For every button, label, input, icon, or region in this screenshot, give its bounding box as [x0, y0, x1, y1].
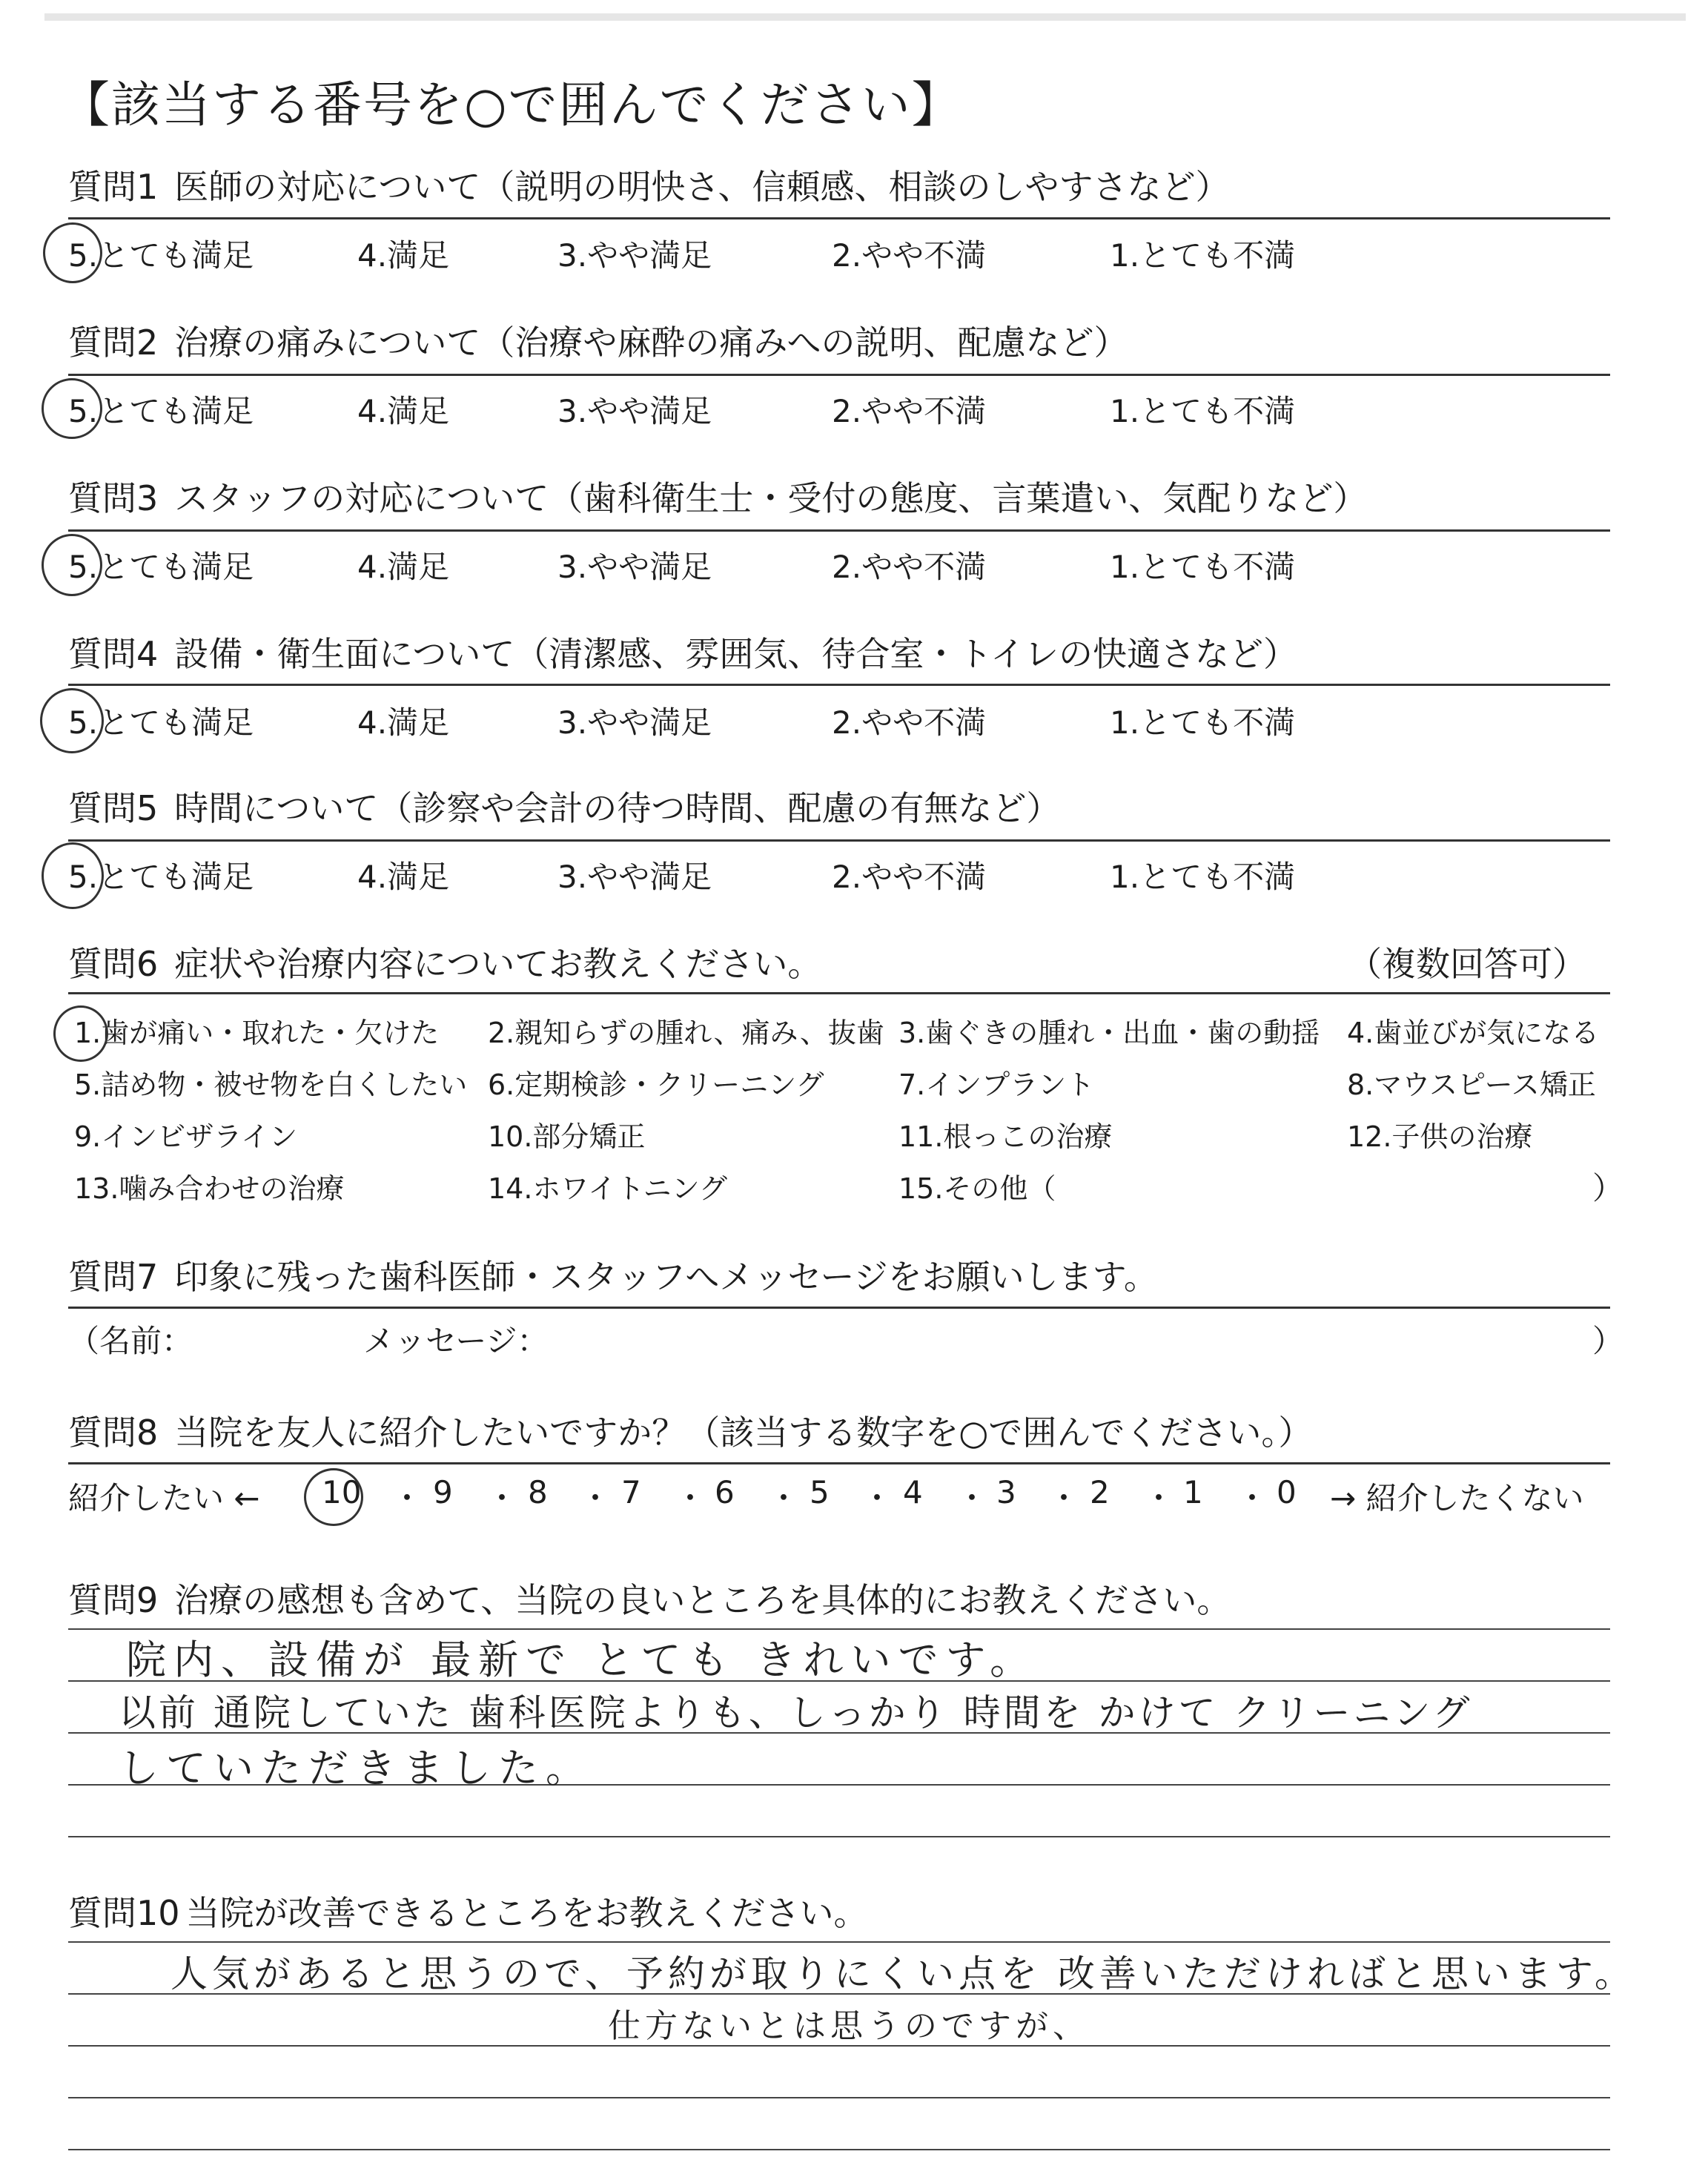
rating-option-2[interactable]: 2.やや不満 — [832, 859, 987, 895]
divider — [68, 374, 1610, 376]
question-number: 質問5 — [68, 788, 159, 828]
question-text: 治療の痛みについて（治療や麻酔の痛みへの説明、配慮など） — [174, 323, 1128, 363]
question-text: 当院を友人に紹介したいですか？（該当する数字を○で囲んでください。） — [174, 1413, 1313, 1453]
q6-option-4[interactable]: 4.歯並びが気になる — [1347, 1017, 1600, 1049]
divider — [68, 992, 1610, 994]
scale-value-9[interactable]: 9 — [433, 1474, 453, 1510]
question-5 — [68, 786, 1610, 830]
scale-dot: ・ — [580, 1480, 612, 1516]
question-text: 症状や治療内容についてお教えください。 — [174, 944, 822, 984]
scale-value-3[interactable]: 3 — [996, 1474, 1016, 1510]
q6-option-14[interactable]: 14.ホワイトニング — [488, 1172, 728, 1205]
scale-dot: ・ — [1048, 1480, 1080, 1516]
question-number: 質問2 — [68, 323, 159, 363]
q6-option-1[interactable]: 1.歯が痛い・取れた・欠けた — [74, 1017, 440, 1049]
rating-option-3[interactable]: 3.やや満足 — [557, 549, 712, 585]
question-number: 質問7 — [68, 1257, 159, 1297]
rating-option-3[interactable]: 3.やや満足 — [557, 393, 712, 429]
question-9 — [68, 1578, 1610, 1622]
scale-dot: ・ — [675, 1480, 706, 1516]
q6-option-10[interactable]: 10.部分矯正 — [488, 1120, 646, 1153]
q6-other-close-paren: ） — [1592, 1170, 1624, 1206]
scale-dot: ・ — [768, 1480, 800, 1516]
multiple-answers-note: （複数回答可） — [1348, 944, 1586, 984]
question-number: 質問4 — [68, 634, 159, 674]
scale-value-7[interactable]: 7 — [621, 1474, 641, 1510]
scale-value-1[interactable]: 1 — [1183, 1474, 1203, 1510]
scale-value-5[interactable]: 5 — [810, 1474, 830, 1510]
rating-option-4[interactable]: 4.満足 — [357, 549, 450, 585]
question-number: 質問1 — [68, 167, 159, 207]
question-number: 質問10 — [68, 1893, 180, 1933]
rating-option-4[interactable]: 4.満足 — [357, 859, 450, 895]
question-10 — [68, 1891, 1610, 1935]
divider — [68, 684, 1610, 686]
question-number: 質問6 — [68, 944, 159, 984]
name-field-label[interactable]: （名前： — [68, 1323, 193, 1359]
rating-option-5[interactable]: 5.とても満足 — [68, 549, 254, 585]
q7-close-paren: ） — [1592, 1323, 1624, 1359]
selection-circle — [304, 1468, 363, 1526]
divider — [68, 529, 1610, 532]
handwritten-answer-line: 院内、設備が 最新で とても きれいです。 — [126, 1636, 1038, 1683]
q6-option-3[interactable]: 3.歯ぐきの腫れ・出血・歯の動揺 — [898, 1017, 1320, 1049]
selection-circle — [53, 1005, 108, 1062]
answer-line — [68, 2149, 1610, 2150]
question-text: 印象に残った歯科医師・スタッフへメッセージをお願いします。 — [174, 1257, 1158, 1297]
rating-option-1[interactable]: 1.とても不満 — [1110, 859, 1296, 895]
rating-option-2[interactable]: 2.やや不満 — [832, 237, 987, 274]
question-1 — [68, 165, 1610, 209]
form-instructions: 【該当する番号を○で囲んでください】 — [61, 76, 962, 133]
rating-option-3[interactable]: 3.やや満足 — [557, 859, 712, 895]
scale-dot: ・ — [486, 1480, 518, 1516]
question-3 — [68, 476, 1610, 521]
rating-option-4[interactable]: 4.満足 — [357, 237, 450, 274]
scale-value-4[interactable]: 4 — [903, 1474, 923, 1510]
rating-option-2[interactable]: 2.やや不満 — [832, 549, 987, 585]
q6-option-8[interactable]: 8.マウスピース矯正 — [1347, 1069, 1596, 1101]
q6-option-15[interactable]: 15.その他（ — [898, 1172, 1056, 1205]
rating-option-5[interactable]: 5.とても満足 — [68, 859, 254, 895]
divider — [68, 839, 1610, 842]
rating-option-3[interactable]: 3.やや満足 — [557, 237, 712, 274]
question-4 — [68, 632, 1610, 676]
selection-circle — [42, 378, 102, 439]
rating-option-2[interactable]: 2.やや不満 — [832, 393, 987, 429]
rating-option-3[interactable]: 3.やや満足 — [557, 704, 712, 741]
rating-option-5[interactable]: 5.とても満足 — [68, 704, 254, 741]
question-number: 質問8 — [68, 1413, 159, 1453]
handwritten-answer-line: 人気があると思うので、予約が取りにくい点を 改善いただければと思います。 — [171, 1952, 1636, 1995]
rating-option-1[interactable]: 1.とても不満 — [1110, 704, 1296, 741]
question-text: 治療の感想も含めて、当院の良いところを具体的にお教えください。 — [174, 1580, 1231, 1620]
q6-option-5[interactable]: 5.詰め物・被せ物を白くしたい — [74, 1069, 468, 1101]
scale-right-label: → 紹介したくない — [1330, 1480, 1584, 1516]
page-top-edge — [44, 13, 1686, 21]
answer-line — [68, 1941, 1610, 1943]
question-number: 質問3 — [68, 478, 159, 518]
question-text: 医師の対応について（説明の明快さ、信頼感、相談のしやすさなど） — [174, 167, 1230, 207]
selection-circle — [42, 842, 104, 909]
scale-left-label: 紹介したい ← — [68, 1480, 260, 1516]
divider — [68, 1462, 1610, 1464]
question-7 — [68, 1255, 1610, 1299]
answer-line — [68, 1836, 1610, 1837]
question-2 — [68, 320, 1610, 365]
question-number: 質問9 — [68, 1580, 159, 1620]
rating-option-1[interactable]: 1.とても不満 — [1110, 393, 1296, 429]
handwritten-answer-line: していただきました。 — [119, 1745, 593, 1791]
scale-dot: ・ — [1143, 1480, 1175, 1516]
handwritten-answer-line: 仕方ないとは思うのですが、 — [608, 2007, 1090, 2045]
divider — [68, 217, 1610, 219]
divider — [68, 1307, 1610, 1309]
scale-dot: ・ — [391, 1480, 423, 1516]
q6-option-12[interactable]: 12.子供の治療 — [1347, 1120, 1533, 1153]
scale-dot: ・ — [1237, 1480, 1268, 1516]
rating-option-4[interactable]: 4.満足 — [357, 393, 450, 429]
scale-value-6[interactable]: 6 — [715, 1474, 735, 1510]
message-field-label[interactable]: メッセージ： — [363, 1323, 549, 1359]
selection-circle — [40, 688, 104, 753]
q6-option-9[interactable]: 9.インビザライン — [74, 1120, 298, 1153]
handwritten-answer-line: 以前 通院していた 歯科医院よりも、しっかり 時間を かけて クリーニング — [119, 1691, 1473, 1734]
answer-line — [68, 2097, 1610, 2098]
question-text: 当院が改善できるところをお教えください。 — [185, 1893, 868, 1933]
q6-option-13[interactable]: 13.噛み合わせの治療 — [74, 1172, 345, 1205]
question-text: 設備・衛生面について（清潔感、雰囲気、待合室・トイレの快適さなど） — [174, 634, 1298, 674]
rating-option-1[interactable]: 1.とても不満 — [1110, 237, 1296, 274]
scale-dot: ・ — [956, 1480, 988, 1516]
selection-circle — [42, 534, 102, 596]
rating-option-1[interactable]: 1.とても不満 — [1110, 549, 1296, 585]
rating-option-4[interactable]: 4.満足 — [357, 704, 450, 741]
selection-circle — [43, 222, 102, 283]
scale-value-8[interactable]: 8 — [528, 1474, 548, 1510]
scale-value-2[interactable]: 2 — [1090, 1474, 1110, 1510]
q6-option-11[interactable]: 11.根っこの治療 — [898, 1120, 1113, 1153]
q6-option-7[interactable]: 7.インプラント — [898, 1069, 1095, 1101]
scale-value-10[interactable]: 10 — [322, 1474, 362, 1510]
rating-option-2[interactable]: 2.やや不満 — [832, 704, 987, 741]
q6-option-6[interactable]: 6.定期検診・クリーニング — [488, 1069, 824, 1101]
scale-dot: ・ — [861, 1480, 893, 1516]
question-text: 時間について（診察や会計の待つ時間、配慮の有無など） — [174, 788, 1061, 828]
question-8 — [68, 1410, 1610, 1455]
rating-option-5[interactable]: 5.とても満足 — [68, 237, 254, 274]
rating-option-5[interactable]: 5.とても満足 — [68, 393, 254, 429]
scale-value-0[interactable]: 0 — [1277, 1474, 1297, 1510]
question-text: スタッフの対応について（歯科衛生士・受付の態度、言葉遣い、気配りなど） — [174, 478, 1368, 518]
q6-option-2[interactable]: 2.親知らずの腫れ、痛み、抜歯 — [488, 1017, 884, 1049]
